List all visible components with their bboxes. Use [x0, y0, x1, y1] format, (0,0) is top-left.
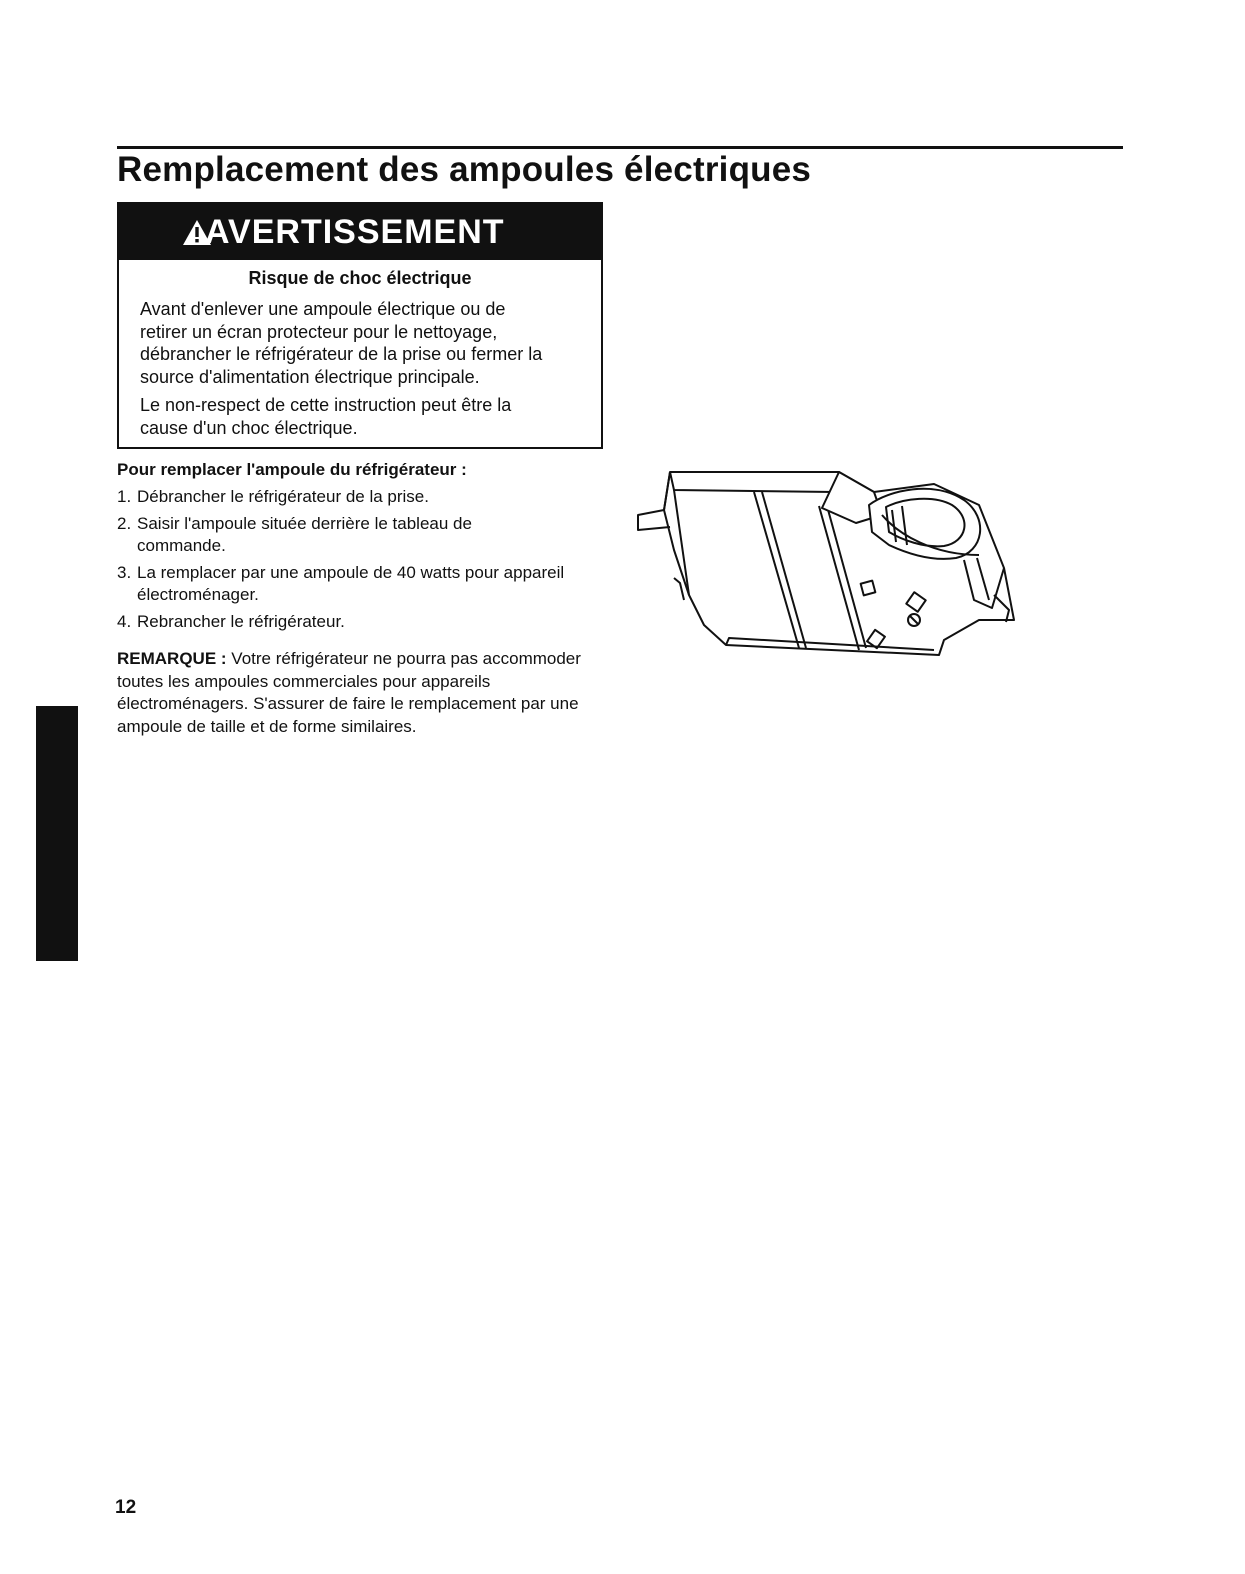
- step-item: [117, 611, 597, 633]
- step-text: Rebrancher le réfrigérateur.: [137, 612, 345, 631]
- page-title: Remplacement des ampoules électriques: [117, 150, 812, 189]
- warning-subtitle: Risque de choc électrique: [248, 268, 472, 288]
- step-item: [117, 513, 597, 557]
- step-number: 3.: [117, 563, 132, 582]
- step-number: 2.: [117, 514, 132, 533]
- page-number: 12: [115, 1497, 137, 1518]
- section-side-tab: [36, 706, 78, 961]
- step-text: La remplacer par une ampoule de 40 watts pour appareil électroménager.: [137, 563, 565, 604]
- step-text: Débrancher le réfrigérateur de la prise.: [137, 487, 429, 506]
- title-rule: [117, 146, 1123, 149]
- step-text: Saisir l'ampoule située derrière le tableau de commande.: [137, 514, 472, 555]
- step-number: 4.: [117, 612, 132, 631]
- control-panel-light-bulb-illustration: [634, 460, 1020, 665]
- steps-list: [117, 486, 597, 638]
- warning-box: [117, 202, 603, 449]
- step-number: 1.: [117, 487, 132, 506]
- step-item: [117, 486, 597, 508]
- note-text: Votre réfrigérateur ne pourra pas accommoder toutes les ampoules commerciales pour appareils électroménagers. S'assurer de faire le remplacement par une ampoule de taille et de forme similaires.: [117, 649, 581, 736]
- steps-heading: Pour remplacer l'ampoule du réfrigérateur :: [117, 460, 467, 479]
- warning-consequence: Le non-respect de cette instruction peut être la cause d'un choc électrique.: [140, 395, 512, 438]
- step-item: [117, 562, 597, 606]
- warning-paragraph: Avant d'enlever une ampoule électrique ou de retirer un écran protecteur pour le nettoyage, débrancher le réfrigérateur de la prise ou fermer la source d'alimentation électrique principale.: [140, 299, 543, 387]
- note-label: REMARQUE :: [117, 649, 227, 668]
- warning-label: AVERTISSEMENT: [205, 213, 505, 251]
- note-paragraph: [117, 648, 602, 738]
- warning-banner: [119, 204, 601, 260]
